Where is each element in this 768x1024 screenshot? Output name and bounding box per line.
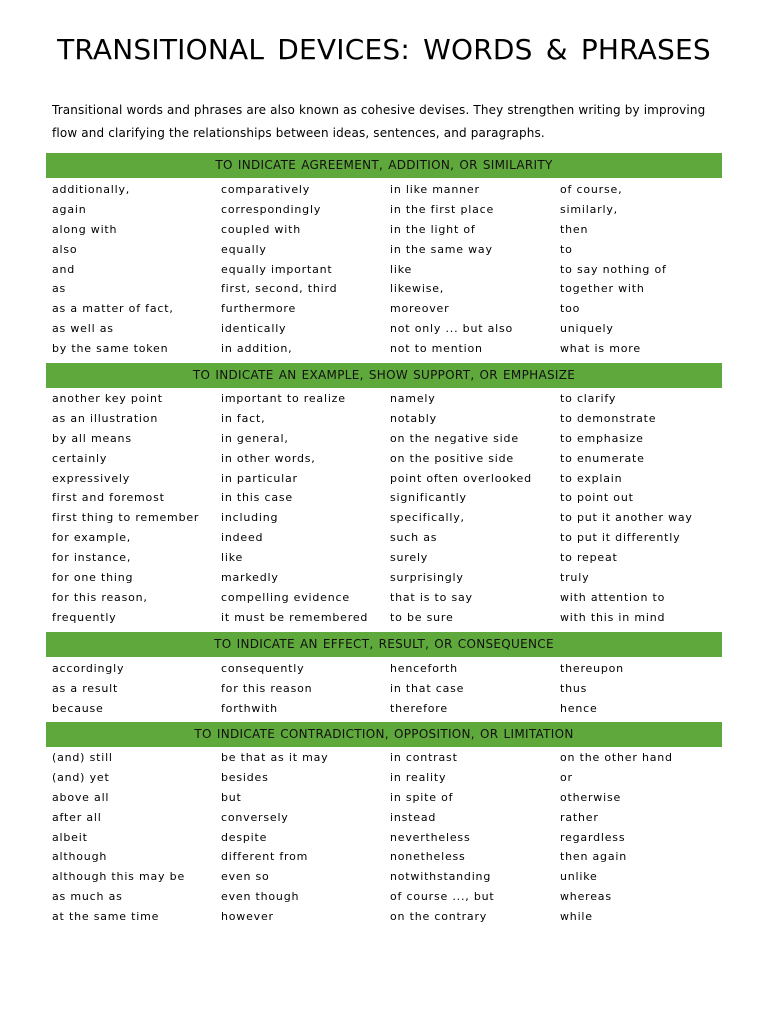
- phrase-cell: in this case: [221, 491, 293, 505]
- phrase-cell: in like manner: [390, 183, 480, 196]
- table-row: [52, 887, 722, 907]
- table-row: [52, 907, 722, 927]
- section-header-contradiction: TO INDICATE CONTRADICTION, OPPOSITION, OR LIMITATION: [46, 722, 722, 747]
- table-row: [52, 200, 722, 220]
- phrase-cell: even though: [221, 890, 300, 904]
- phrase-cell: what is more: [560, 342, 641, 356]
- phrase-cell: surely: [390, 551, 429, 565]
- phrase-cell: for one thing: [52, 571, 134, 585]
- phrase-cell: of course,: [560, 183, 623, 196]
- phrase-cell: as an illustration: [52, 411, 159, 425]
- phrase-cell: compelling evidence: [221, 590, 350, 604]
- phrase-cell: but: [221, 790, 242, 804]
- phrase-cell: namely: [390, 392, 436, 405]
- table-row: [52, 699, 722, 719]
- phrase-cell: for instance,: [52, 551, 132, 565]
- table-row: [52, 528, 722, 548]
- phrase-cell: accordingly: [52, 662, 125, 675]
- phrase-cell: by all means: [52, 431, 132, 445]
- phrase-cell: as: [52, 282, 67, 296]
- phrase-cell: as a result: [52, 681, 119, 695]
- phrase-cell: then: [560, 222, 589, 236]
- phrase-cell: in the first place: [390, 202, 495, 216]
- phrase-cell: including: [221, 511, 279, 525]
- phrase-cell: like: [390, 262, 413, 276]
- phrase-cell: to say nothing of: [560, 262, 667, 276]
- phrase-cell: thereupon: [560, 662, 624, 675]
- phrase-cell: with this in mind: [560, 610, 666, 624]
- table-row: [52, 409, 722, 429]
- phrase-cell: thus: [560, 681, 588, 695]
- section-grid-example: [52, 389, 722, 628]
- phrase-cell: along with: [52, 222, 118, 236]
- phrase-cell: whereas: [560, 890, 612, 904]
- phrase-cell: to clarify: [560, 392, 617, 405]
- phrase-cell: with attention to: [560, 590, 666, 604]
- table-row: [52, 389, 722, 409]
- table-row: [52, 679, 722, 699]
- phrase-cell: for this reason,: [52, 590, 148, 604]
- phrase-cell: correspondingly: [221, 202, 322, 216]
- phrase-cell: markedly: [221, 571, 279, 585]
- phrase-cell: surprisingly: [390, 571, 464, 585]
- phrase-cell: likewise,: [390, 282, 445, 296]
- phrase-cell: in other words,: [221, 451, 316, 465]
- phrase-cell: point often overlooked: [390, 471, 532, 485]
- phrase-cell: on the positive side: [390, 451, 514, 465]
- phrase-cell: not to mention: [390, 342, 483, 356]
- phrase-cell: hence: [560, 701, 598, 715]
- table-row: [52, 548, 722, 568]
- phrase-cell: in that case: [390, 681, 465, 695]
- phrase-cell: indeed: [221, 531, 264, 545]
- phrase-cell: regardless: [560, 830, 626, 844]
- phrase-cell: expressively: [52, 471, 131, 485]
- phrase-cell: (and) yet: [52, 770, 110, 784]
- phrase-cell: nonetheless: [390, 850, 466, 864]
- phrase-cell: unlike: [560, 870, 598, 884]
- phrase-cell: henceforth: [390, 662, 458, 675]
- phrase-cell: again: [52, 202, 87, 216]
- phrase-cell: identically: [221, 322, 287, 336]
- phrase-cell: by the same token: [52, 342, 169, 356]
- phrase-cell: rather: [560, 810, 599, 824]
- section-grid-contradiction: [52, 748, 722, 927]
- table-row: [52, 608, 722, 628]
- phrase-cell: at the same time: [52, 910, 160, 924]
- table-row: [52, 659, 722, 679]
- phrase-cell: such as: [390, 531, 438, 545]
- table-row: [52, 808, 722, 828]
- phrase-cell: to: [560, 242, 573, 256]
- phrase-cell: first thing to remember: [52, 511, 200, 525]
- table-row: [52, 279, 722, 299]
- phrase-cell: because: [52, 701, 104, 715]
- table-row: [52, 488, 722, 508]
- phrase-cell: nevertheless: [390, 830, 471, 844]
- phrase-cell: frequently: [52, 610, 117, 624]
- phrase-cell: to repeat: [560, 551, 618, 565]
- phrase-cell: additionally,: [52, 183, 131, 196]
- phrase-cell: that is to say: [390, 590, 473, 604]
- table-row: [52, 867, 722, 887]
- table-row: [52, 260, 722, 280]
- phrase-cell: different from: [221, 850, 309, 864]
- phrase-cell: to put it differently: [560, 531, 681, 545]
- table-row: [52, 299, 722, 319]
- phrase-cell: in general,: [221, 431, 289, 445]
- phrase-cell: similarly,: [560, 202, 618, 216]
- phrase-cell: first, second, third: [221, 282, 338, 296]
- phrase-cell: significantly: [390, 491, 467, 505]
- phrase-cell: in reality: [390, 770, 447, 784]
- phrase-cell: consequently: [221, 662, 305, 675]
- phrase-cell: instead: [390, 810, 437, 824]
- phrase-cell: too: [560, 302, 581, 316]
- table-row: [52, 240, 722, 260]
- phrase-cell: it must be remembered: [221, 610, 369, 624]
- table-row: [52, 220, 722, 240]
- phrase-cell: on the negative side: [390, 431, 519, 445]
- intro-line: Transitional words and phrases are also known as cohesive devises. They strengthen writing by improving: [52, 103, 706, 117]
- phrase-cell: truly: [560, 571, 590, 585]
- phrase-cell: on the contrary: [390, 910, 488, 924]
- phrase-cell: to explain: [560, 471, 623, 485]
- phrase-cell: in contrast: [390, 751, 458, 764]
- phrase-cell: above all: [52, 790, 110, 804]
- phrase-cell: in fact,: [221, 411, 266, 425]
- phrase-cell: to demonstrate: [560, 411, 657, 425]
- phrase-cell: to put it another way: [560, 511, 693, 525]
- table-row: [52, 469, 722, 489]
- phrase-cell: on the other hand: [560, 751, 673, 764]
- phrase-cell: and: [52, 262, 76, 276]
- phrase-cell: or: [560, 770, 573, 784]
- phrase-cell: after all: [52, 810, 102, 824]
- phrase-cell: otherwise: [560, 790, 622, 804]
- phrase-cell: to enumerate: [560, 451, 645, 465]
- phrase-cell: forthwith: [221, 701, 278, 715]
- section-grid-agreement: [52, 180, 722, 359]
- table-row: [52, 748, 722, 768]
- phrase-cell: therefore: [390, 701, 448, 715]
- table-row: [52, 768, 722, 788]
- phrase-cell: for example,: [52, 531, 132, 545]
- phrase-cell: conversely: [221, 810, 289, 824]
- table-row: [52, 339, 722, 359]
- phrase-cell: although: [52, 850, 108, 864]
- phrase-cell: for this reason: [221, 681, 313, 695]
- table-row: [52, 568, 722, 588]
- phrase-cell: moreover: [390, 302, 450, 316]
- phrase-cell: despite: [221, 830, 268, 844]
- phrase-cell: in spite of: [390, 790, 454, 804]
- phrase-cell: in addition,: [221, 342, 293, 356]
- phrase-cell: to emphasize: [560, 431, 644, 445]
- phrase-cell: as much as: [52, 890, 123, 904]
- phrase-cell: of course ..., but: [390, 890, 495, 904]
- table-row: [52, 508, 722, 528]
- phrase-cell: notwithstanding: [390, 870, 492, 884]
- section-header-agreement: TO INDICATE AGREEMENT, ADDITION, OR SIMILARITY: [46, 153, 722, 178]
- phrase-cell: however: [221, 910, 274, 924]
- phrase-cell: first and foremost: [52, 491, 165, 505]
- phrase-cell: together with: [560, 282, 645, 296]
- intro-line: flow and clarifying the relationships between ideas, sentences, and paragraphs.: [52, 126, 545, 140]
- phrase-cell: as well as: [52, 322, 114, 336]
- table-row: [52, 449, 722, 469]
- phrase-cell: then again: [560, 850, 628, 864]
- phrase-cell: even so: [221, 870, 270, 884]
- phrase-cell: to be sure: [390, 610, 454, 624]
- table-row: [52, 828, 722, 848]
- section-grid-effect: [52, 659, 722, 719]
- phrase-cell: notably: [390, 411, 437, 425]
- phrase-cell: specifically,: [390, 511, 465, 525]
- section-header-example: TO INDICATE AN EXAMPLE, SHOW SUPPORT, OR EMPHASIZE: [46, 363, 722, 388]
- phrase-cell: another key point: [52, 392, 163, 405]
- phrase-cell: comparatively: [221, 183, 311, 196]
- phrase-cell: important to realize: [221, 392, 346, 405]
- phrase-cell: uniquely: [560, 322, 614, 336]
- phrase-cell: coupled with: [221, 222, 301, 236]
- phrase-cell: to point out: [560, 491, 634, 505]
- phrase-cell: equally important: [221, 262, 333, 276]
- phrase-cell: certainly: [52, 451, 108, 465]
- phrase-cell: besides: [221, 770, 269, 784]
- table-row: [52, 180, 722, 200]
- table-row: [52, 847, 722, 867]
- table-row: [52, 319, 722, 339]
- table-row: [52, 429, 722, 449]
- phrase-cell: in the same way: [390, 242, 493, 256]
- table-row: [52, 588, 722, 608]
- phrase-cell: in the light of: [390, 222, 476, 236]
- page-title: TRANSITIONAL DEVICES: WORDS & PHRASES: [57, 33, 711, 66]
- phrase-cell: (and) still: [52, 751, 113, 764]
- intro-paragraph: [52, 99, 716, 145]
- phrase-cell: albeit: [52, 830, 88, 844]
- phrase-cell: in particular: [221, 471, 298, 485]
- section-header-effect: TO INDICATE AN EFFECT, RESULT, OR CONSEQUENCE: [46, 632, 722, 657]
- phrase-cell: although this may be: [52, 870, 186, 884]
- phrase-cell: while: [560, 910, 593, 924]
- phrase-cell: also: [52, 242, 78, 256]
- table-row: [52, 788, 722, 808]
- phrase-cell: like: [221, 551, 244, 565]
- phrase-cell: equally: [221, 242, 267, 256]
- phrase-cell: not only ... but also: [390, 322, 514, 336]
- phrase-cell: furthermore: [221, 302, 297, 316]
- phrase-cell: be that as it may: [221, 751, 329, 764]
- phrase-cell: as a matter of fact,: [52, 302, 174, 316]
